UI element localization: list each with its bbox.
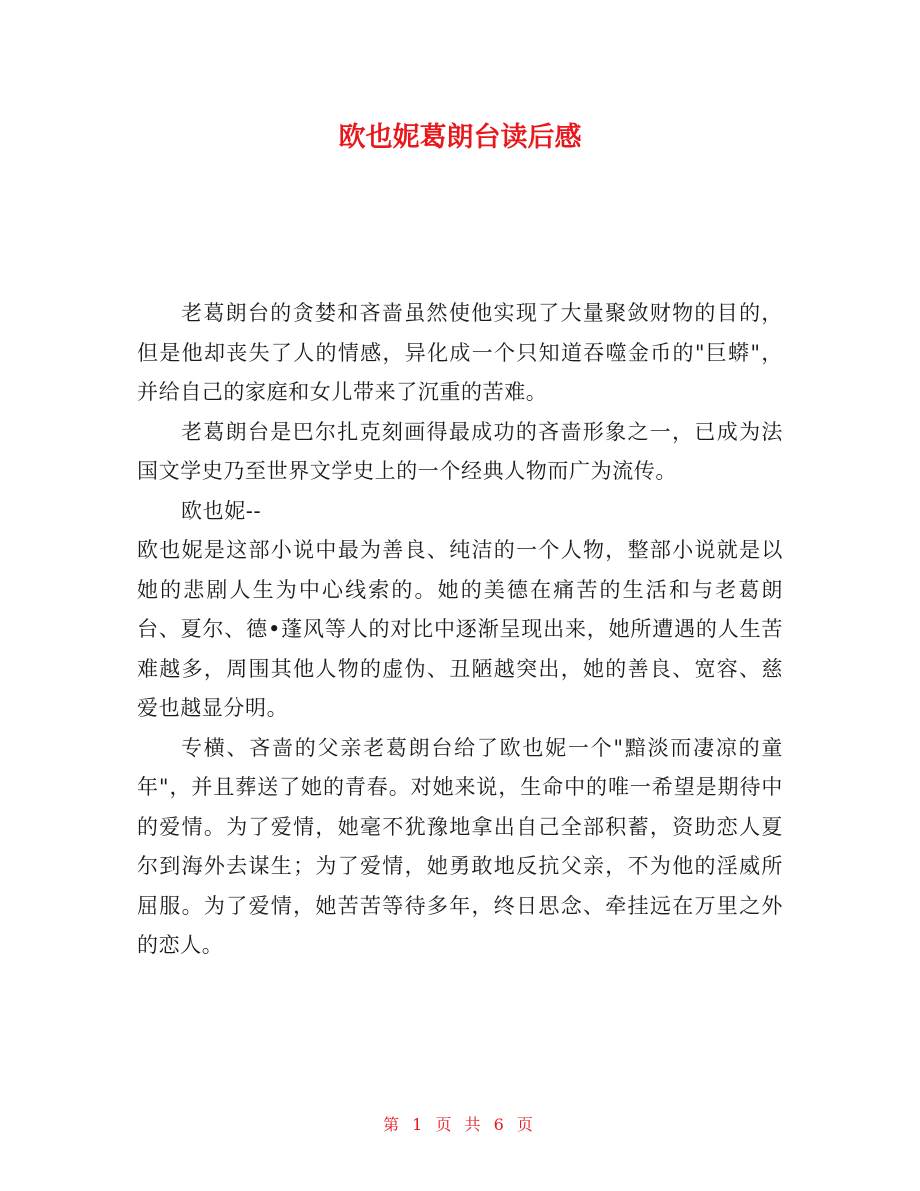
body-paragraph: 欧也妮-- [181, 498, 262, 523]
body-paragraph: 专横、吝啬的父亲老葛朗台给了欧也妮一个"黯淡而凄凉的童年"，并且葬送了她的青春。对她来说，生命中的唯一希望是期待中的爱情。为了爱情，她毫不犹豫地拿出自己全部积蓄，资助恋人夏尔到海外去谋生；为了爱情，她勇敢地反抗父亲，不为他的淫威所屈服。为了爱情，她苦苦等待多年，终日思念、牵挂远在万里之外的恋人。 [137, 735, 783, 957]
document-body [137, 294, 783, 966]
page-number-footer: 第 1 页 共 6 页 [383, 1115, 537, 1134]
body-paragraph: 老葛朗台是巴尔扎克刻画得最成功的吝啬形象之一，已成为法国文学史乃至世界文学史上的一个经典人物而广为流传。 [137, 419, 783, 483]
body-paragraph: 老葛朗台的贪婪和吝啬虽然使他实现了大量聚敛财物的目的，但是他却丧失了人的情感，异化成一个只知道吞噬金币的"巨蟒"，并给自己的家庭和女儿带来了沉重的苦难。 [137, 301, 783, 404]
body-paragraph: 欧也妮是这部小说中最为善良、纯洁的一个人物，整部小说就是以她的悲剧人生为中心线索的。她的美德在痛苦的生活和与老葛朗台、夏尔、德•蓬风等人的对比中逐渐呈现出来，她所遭遇的人生苦难越多，周围其他人物的虚伪、丑陋越突出，她的善良、宽容、慈爱也越显分明。 [137, 538, 783, 720]
document-title: 欧也妮葛朗台读后感 [338, 122, 582, 153]
